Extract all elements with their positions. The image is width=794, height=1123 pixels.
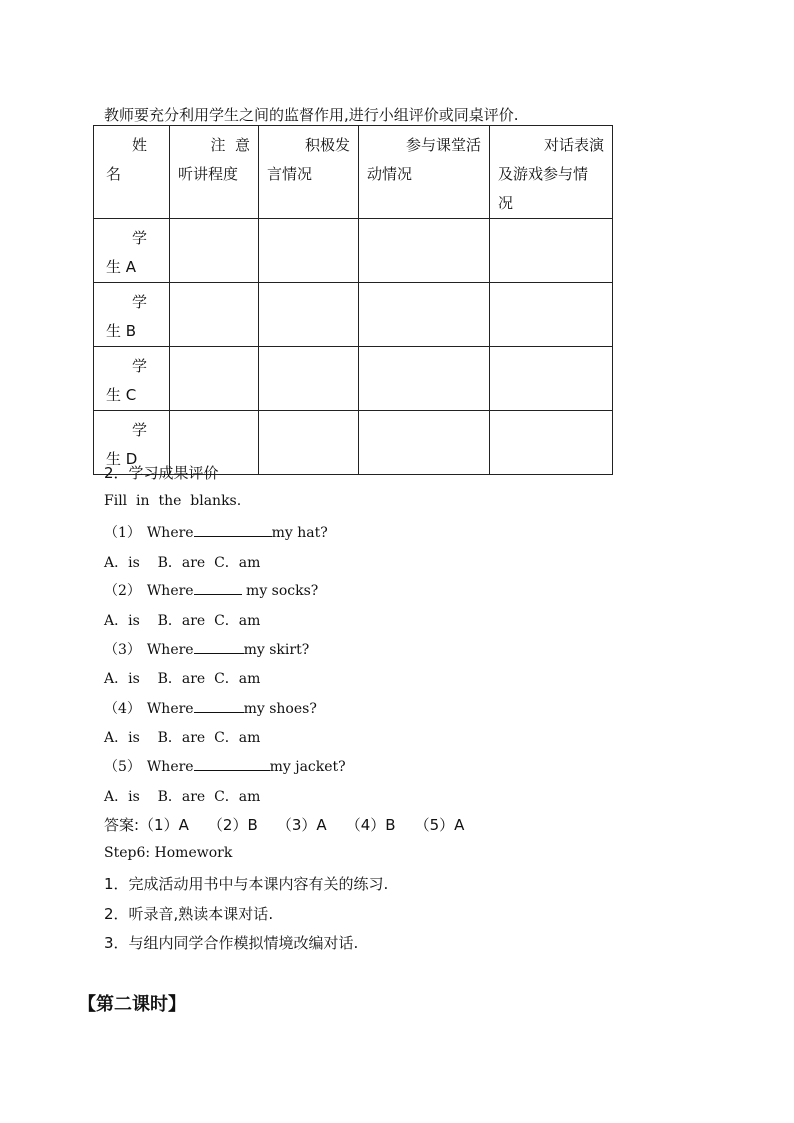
instruction-text: Fill in the blanks. bbox=[104, 493, 242, 509]
header-attention: 注 意 听讲程度 bbox=[170, 126, 259, 219]
header-speaking: 积极发 言情况 bbox=[259, 126, 359, 219]
answer-blank bbox=[194, 522, 272, 537]
answer-blank bbox=[194, 756, 270, 771]
section-2-title: 2．学习成果评价 bbox=[104, 464, 219, 482]
intro-text: 教师要充分利用学生之间的监督作用,进行小组评价或同桌评价. bbox=[104, 106, 519, 124]
answer-blank bbox=[194, 698, 244, 713]
student-name-cell: 学 生 B bbox=[94, 283, 170, 347]
table-row bbox=[94, 347, 613, 411]
options-4: A．is B．are C．am bbox=[104, 730, 261, 746]
options-5: A．is B．are C．am bbox=[104, 789, 261, 805]
options-1: A．is B．are C．am bbox=[104, 555, 261, 571]
table-row bbox=[94, 219, 613, 283]
lesson-2-heading: 【第二课时】 bbox=[78, 994, 186, 1015]
student-name-cell: 学 生 A bbox=[94, 219, 170, 283]
question-1: （1） Where my hat? bbox=[104, 522, 328, 542]
header-participation: 参与课堂活 动情况 bbox=[359, 126, 490, 219]
student-name-cell: 学 生 C bbox=[94, 347, 170, 411]
question-4: （4） Where my shoes? bbox=[104, 698, 317, 718]
answer-blank bbox=[194, 639, 244, 654]
question-2: （2） Where my socks? bbox=[104, 580, 318, 600]
options-2: A．is B．are C．am bbox=[104, 613, 261, 629]
question-5: （5） Where my jacket? bbox=[104, 756, 346, 776]
options-3: A．is B．are C．am bbox=[104, 671, 261, 687]
homework-item-3: 3．与组内同学合作模拟情境改编对话. bbox=[104, 934, 359, 952]
homework-item-2: 2．听录音,熟读本课对话. bbox=[104, 905, 274, 923]
header-name: 姓 名 bbox=[94, 126, 170, 219]
question-3: （3） Where my skirt? bbox=[104, 639, 309, 659]
answer-key: 答案:（1）A （2）B （3）A （4）B （5）A bbox=[104, 816, 465, 834]
header-dialogue: 对话表演 及游戏参与情 况 bbox=[490, 126, 613, 219]
evaluation-table bbox=[93, 125, 613, 475]
step6-title: Step6: Homework bbox=[104, 845, 233, 861]
student-name-cell: 学 生 D bbox=[94, 411, 170, 475]
homework-item-1: 1．完成活动用书中与本课内容有关的练习. bbox=[104, 875, 389, 893]
table-header-row bbox=[94, 126, 613, 219]
table-row bbox=[94, 283, 613, 347]
answer-blank bbox=[194, 580, 242, 595]
